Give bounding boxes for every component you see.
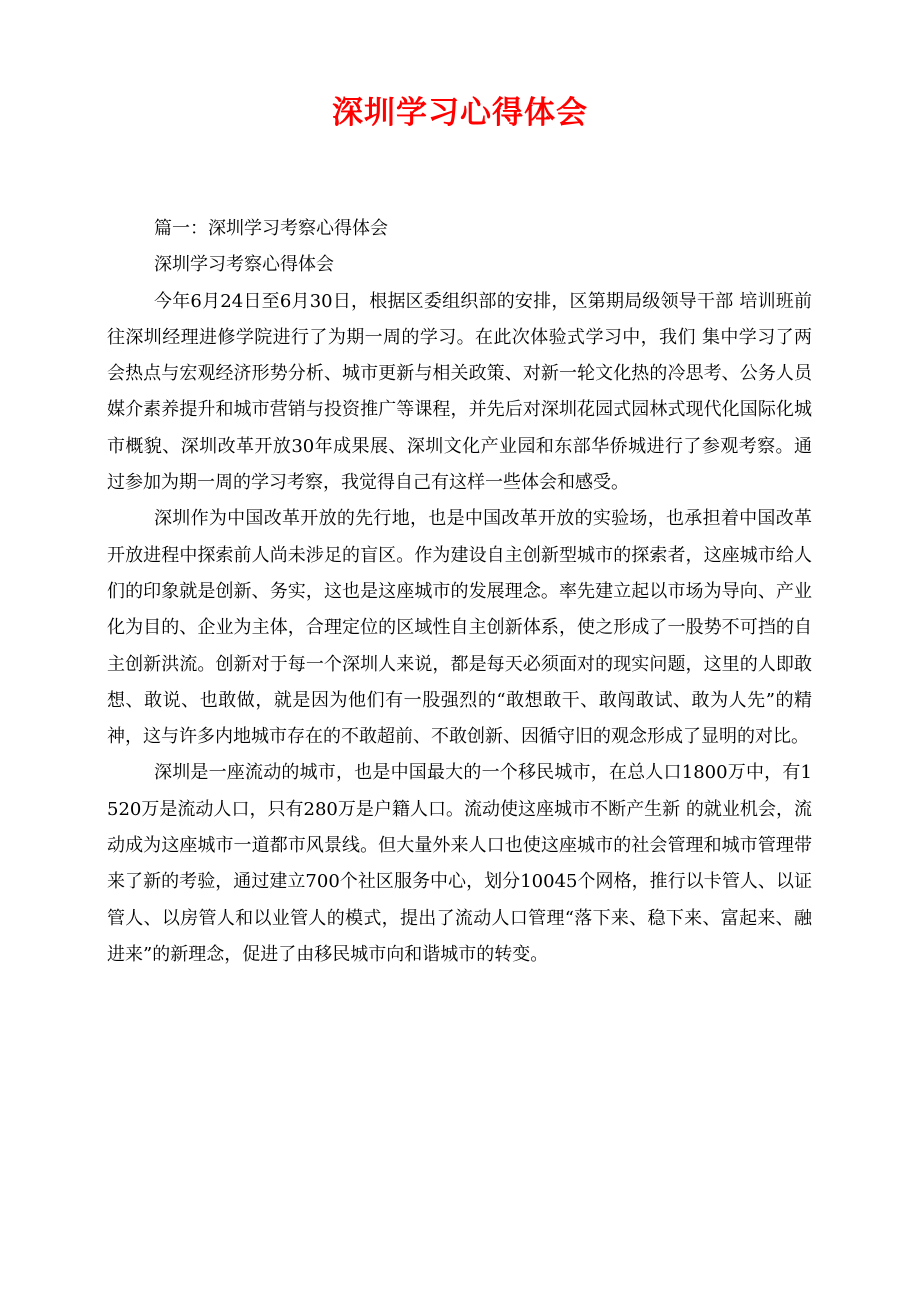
paragraph-3: 深圳是一座流动的城市，也是中国最大的一个移民城市，在总人口1800万中，有1520万是流动人口，只有280万是户籍人口。流动使这座城市不断产生新 的就业机会，流动成为这座城市一道都市风景线。但大量外来人口也使这座城市的社会管理和城市管理带来了新的考验，通过建立700个社区服务中心，划分10045个网格，推行以卡管人、以证管人、以房管人和以业管人的模式，提出了流动人口管理“落下来、稳下来、富起来、融进来”的新理念，促进了由移民城市向和谐城市的转变。 [107, 762, 812, 965]
document-title: 深圳学习心得体会 [332, 95, 588, 131]
document-body [107, 211, 812, 973]
subheading: 深圳学习考察心得体会 [154, 254, 334, 276]
section-heading: 篇一：深圳学习考察心得体会 [154, 218, 388, 239]
paragraph-1: 今年6月24日至6月30日，根据区委组织部的安排，区第期局级领导干部 培训班前往深圳经理进修学院进行了为期一周的学习。在此次体验式学习中，我们 集中学习了两会热点与宏观经济形势分析、城市更新与相关政策、对新一轮文化热的冷思考、公务人员媒介素养提升和城市营销与投资推广等课程，并先后对深圳花园式园林式现代化国际化城市概貌、深圳改革开放30年成果展、深圳文化产业园和东部华侨城进行了参观考察。通过参加为期一周的学习考察，我觉得自己有这样一些体会和感受。 [107, 290, 812, 494]
paragraph-2: 深圳作为中国改革开放的先行地，也是中国改革开放的实验场，也承担着中国改革开放进程中探索前人尚未涉足的盲区。作为建设自主创新型城市的探索者，这座城市给人们的印象就是创新、务实，这也是这座城市的发展理念。率先建立起以市场为导向、产业化为目的、企业为主体，合理定位的区域性自主创新体系，使之形成了一股势不可挡的自主创新洪流。创新对于每一个深圳人来说，都是每天必须面对的现实问题，这里的人即敢想、敢说、也敢做，就是因为他们有一股强烈的“敢想敢干、敢闯敢试、敢为人先”的精神，这与许多内地城市存在的不敢超前、不敢创新、因循守旧的观念形成了显明的对比。 [107, 508, 812, 748]
